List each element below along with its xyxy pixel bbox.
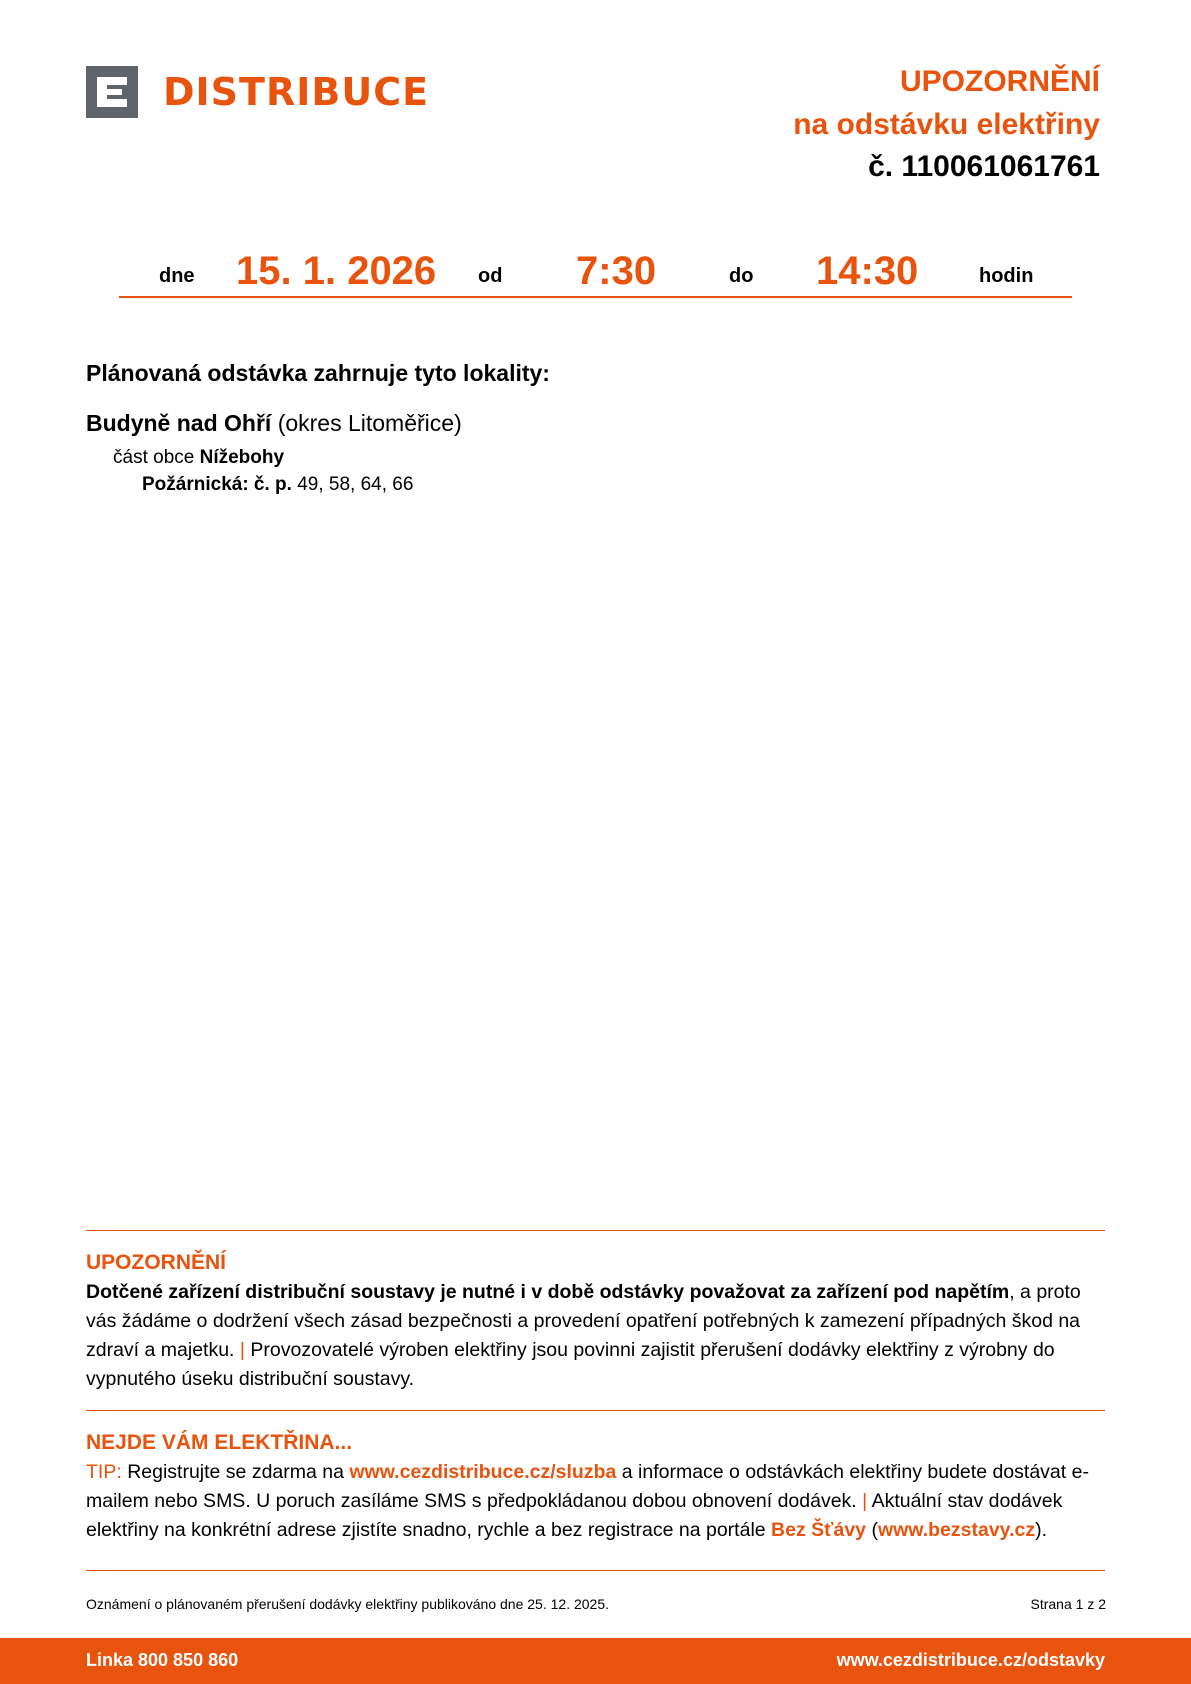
publication-note: Oznámení o plánovaném přerušení dodávky elektřiny publikováno dne 25. 12. 2025. — [86, 1596, 610, 1612]
warning-text — [86, 1278, 1108, 1394]
warning-text-1: , a proto vás žádáme o dodržení všech zásad bezpečnosti a provedení opatření potřebných k zamezení případných škod na zdraví a majetku. — [86, 1281, 1081, 1361]
footer-bar — [0, 1638, 1191, 1684]
part-name: Nížebohy — [199, 447, 285, 468]
notice-title: UPOZORNĚNÍ — [899, 65, 1100, 98]
noelec-title: NEJDE VÁM ELEKTŘINA... — [86, 1431, 353, 1454]
divider — [86, 1570, 1105, 1571]
noelec-text — [86, 1458, 1108, 1545]
bezstavy-brand: Bez Šťávy — [771, 1519, 867, 1541]
noelec-text-3: Aktuální stav dodávek elektřiny na konkrétní adrese zjistíte snadno, rychle a bez registrace na portále — [86, 1490, 1063, 1541]
page-number: Strana 1 z 2 — [1030, 1596, 1106, 1612]
house-numbers: 49, 58, 64, 66 — [297, 474, 414, 495]
from-label: od — [478, 265, 503, 287]
location-street — [142, 474, 413, 496]
divider — [86, 1230, 1105, 1231]
notice-number: č. 110061061761 — [868, 150, 1100, 183]
brand-name: DISTRIBUCE — [163, 70, 430, 114]
location-part — [113, 447, 284, 469]
paren-open: ( — [871, 1519, 878, 1541]
divider — [86, 1410, 1105, 1411]
warning-title: UPOZORNĚNÍ — [86, 1251, 227, 1274]
service-link[interactable]: www.cezdistribuce.cz/sluzba — [349, 1461, 617, 1483]
town-district: (okres Litoměřice) — [277, 410, 462, 436]
outage-datetime — [119, 244, 1072, 298]
warning-bold: Dotčené zařízení distribuční soustavy je nutné i v době odstávky považovat za zařízení pod napětím — [86, 1281, 1010, 1303]
tip-label: TIP: — [86, 1461, 122, 1483]
hours-label: hodin — [979, 265, 1034, 287]
date-label: dne — [159, 265, 195, 287]
location-town — [86, 410, 462, 437]
notice-subtitle: na odstávku elektřiny — [793, 108, 1100, 141]
separator: | — [862, 1490, 868, 1512]
outage-from-time: 7:30 — [576, 249, 657, 293]
paren-close: ). — [1035, 1519, 1048, 1541]
cez-logo-mark — [86, 66, 138, 118]
noelec-text-1: Registrujte se zdarma na — [127, 1461, 344, 1483]
part-prefix: část obce — [113, 447, 195, 468]
locations-heading: Plánovaná odstávka zahrnuje tyto lokality: — [86, 360, 550, 386]
to-label: do — [729, 265, 754, 287]
noelec-text-2: a informace o odstávkách elektřiny budete dostávat e-mailem nebo SMS. U poruch zasíláme SMS s předpokládanou dobou obnovení dodávek. — [86, 1461, 1089, 1512]
cez-logo — [86, 66, 429, 118]
outage-date: 15. 1. 2026 — [236, 249, 437, 293]
bezstavy-link[interactable]: www.bezstavy.cz — [877, 1519, 1036, 1541]
warning-text-2: Provozovatelé výroben elektřiny jsou povinni zajistit přerušení dodávky elektřiny z výrobny do vypnutého úseku distribuční soustavy. — [86, 1339, 1055, 1390]
street-name: Požárnická: č. p. — [142, 474, 292, 495]
town-name: Budyně nad Ohří — [86, 410, 272, 436]
outage-to-time: 14:30 — [816, 249, 919, 293]
notice-header — [793, 60, 1100, 188]
hotline[interactable]: Linka 800 850 860 — [86, 1650, 239, 1670]
outages-link[interactable]: www.cezdistribuce.cz/odstavky — [836, 1650, 1105, 1670]
separator: | — [239, 1339, 245, 1361]
